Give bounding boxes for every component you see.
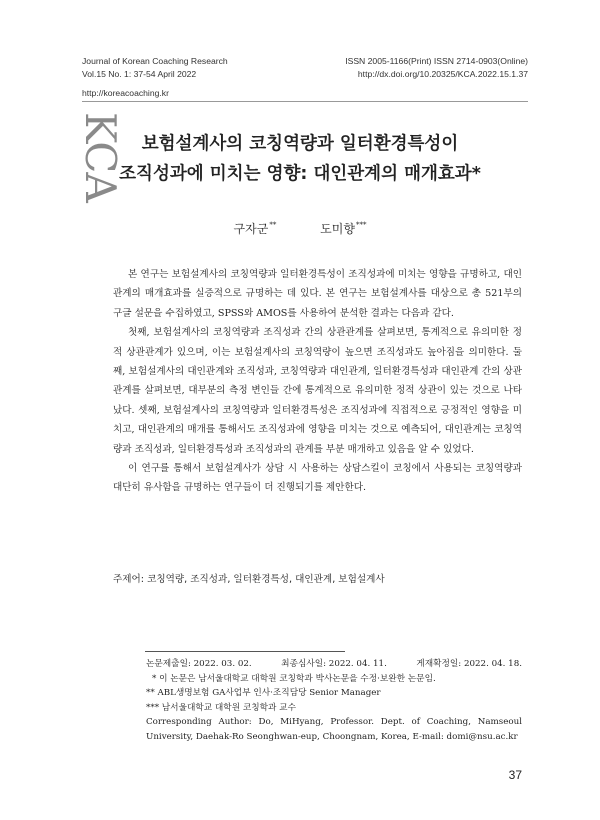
- author-2: [320, 220, 366, 237]
- author-1-name: 구자군: [233, 222, 269, 236]
- footnote-1: * 이 논문은 남서울대학교 대학원 코칭학과 박사논문을 수정·보완한 논문임.: [152, 673, 436, 684]
- submission-dates: [146, 657, 522, 672]
- journal-name: Journal of Korean Coaching Research: [82, 56, 228, 66]
- author-2-mark: ***: [355, 221, 367, 229]
- footnotes: [146, 657, 522, 745]
- abstract: [113, 265, 522, 498]
- footnote-divider: [145, 651, 345, 652]
- header-divider: [82, 101, 528, 102]
- doi-link[interactable]: http://dx.doi.org/10.20325/KCA.2022.15.1.37: [357, 69, 528, 79]
- received-date: 논문제출일: 2022. 03. 02.: [146, 659, 252, 669]
- author-2-name: 도미향: [320, 222, 355, 236]
- keywords: 주제어: 코칭역량, 조직성과, 일터환경특성, 대인관계, 보험설계사: [113, 574, 385, 585]
- volume-info: Vol.15 No. 1: 37-54 April 2022: [82, 69, 197, 79]
- paper-title-line-1: 보험설계사의 코칭역량과 일터환경특성이: [141, 134, 459, 154]
- footnote-2: ** ABL생명보험 GA사업부 인사·조직담당 Senior Manager: [146, 688, 381, 699]
- author-1: [234, 220, 277, 237]
- author-list: [0, 220, 600, 237]
- journal-url-link[interactable]: http://koreacoaching.kr: [82, 88, 169, 98]
- footnote-3: *** 남서울대학교 대학원 코칭학과 교수: [146, 702, 296, 713]
- abstract-paragraph-3: 이 연구를 통해서 보험설계사가 상담 시 사용하는 상담스킬이 코칭에서 사용되는 코칭역량과 대단히 유사함을 규명하는 연구들이 더 진행되기를 제안한다.: [113, 463, 522, 494]
- corresponding-author: Corresponding Author: Do, MiHyang, Professor. Dept. of Coaching, Namseoul University, Daehak-Ro Seonghwan-eup, Choongnam, Korea, E-mail: domi@nsu.ac.kr: [146, 717, 522, 742]
- kca-logo-text: KCA: [76, 112, 125, 202]
- issn-info: ISSN 2005-1166(Print) ISSN 2714-0903(Online): [345, 56, 528, 66]
- paper-title-line-2: 조직성과에 미치는 영향: 대인관계의 매개효과*: [119, 164, 481, 184]
- author-1-mark: **: [269, 221, 277, 229]
- abstract-paragraph-2: 첫째, 보험설계사의 코칭역량과 조직성과 간의 상관관계를 살펴보면, 통계적으로 유의미한 정적 상관관계가 있으며, 이는 보험설계사의 코칭역량이 높으면 조직성과도 높아짐을 의미한다. 둘째, 보험설계사의 대인관계와 조직성과, 코칭역량과 대인관계, 일터환경특성과 대인관계 간의 상관관계를 살펴보면, 대부분의 측정 변인들 간에 통계적으로 유의미한 정적 상관이 있는 것으로 나타났다. 셋째, 보험설계사의 코칭역량과 일터환경특성은 조직성과에 직접적으로 긍정적인 영향을 미치고, 대인관계의 매개를 통해서도 조직성과에 영향을 미치는 것으로 예측되어, 대인관계는 코칭역량과 조직성과, 일터환경특성과 조직성과의 관계를 부분 매개하고 있음을 알 수 있었다.: [113, 327, 522, 455]
- reviewed-date: 최종심사일: 2022. 04. 11.: [281, 659, 387, 669]
- page-number: 37: [508, 768, 522, 782]
- accepted-date: 게재확정일: 2022. 04. 18.: [416, 659, 522, 669]
- abstract-paragraph-1: 본 연구는 보험설계사의 코칭역량과 일터환경특성이 조직성과에 미치는 영향을 규명하고, 대인관계의 매개효과를 실증적으로 규명하는 데 있다. 본 연구는 보험설계사를 대상으로 총 521부의 구글 설문을 수집하였고, SPSS와 AMOS를 사용하여 분석한 결과는 다음과 같다.: [113, 269, 522, 319]
